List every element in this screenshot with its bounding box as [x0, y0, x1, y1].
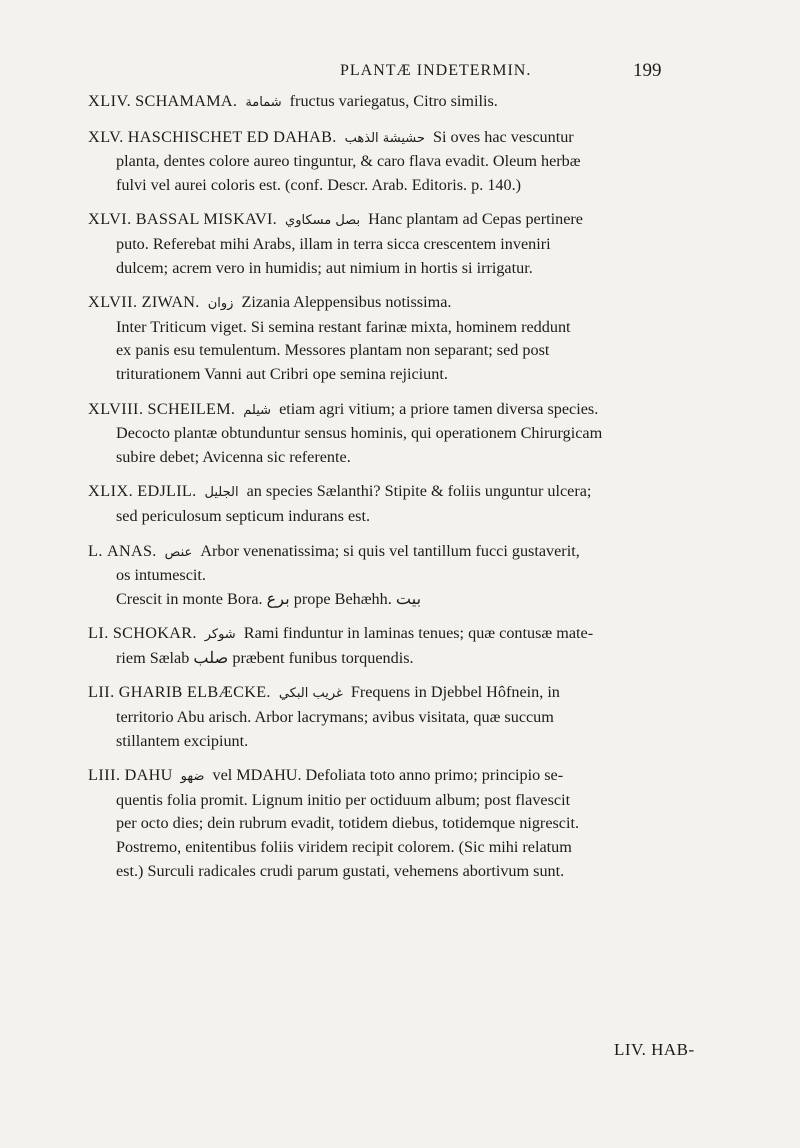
entry-continuation: stillantem excipiunt.: [116, 731, 249, 750]
entry-text: fructus variegatus, Citro similis.: [289, 92, 498, 110]
entry-arabic: الجليل: [204, 485, 239, 501]
entry: [88, 126, 688, 198]
entry: [88, 622, 688, 670]
catchword: LIV. HAB-: [614, 1040, 695, 1059]
entry-continuation: sed periculosum septicum indurans est.: [116, 506, 371, 525]
entry-continuation: fulvi vel aurei coloris est. (conf. Descr. Arab. Editoris. p. 140.): [116, 175, 522, 194]
entry-arabic: حشيشة الذهب: [344, 130, 425, 146]
entry-number: XLVII.: [88, 293, 138, 312]
entry: [88, 90, 688, 115]
entry-headword: SCHOKAR.: [112, 624, 197, 643]
entry-headword: GHARIB ELBÆCKE.: [118, 683, 271, 702]
entry-continuation: triturationem Vanni aut Cribri ope semina rejiciunt.: [116, 364, 448, 383]
entry: [88, 291, 688, 386]
entry-continuation: subire debet; Avicenna sic referente.: [116, 447, 351, 466]
entry-continuation: Postremo, enitentibus foliis viridem recipit colorem. (Sic mihi relatum: [116, 838, 572, 857]
entry-first-line: [88, 208, 688, 233]
entry-number: LIII.: [88, 766, 121, 785]
entry-text: Rami finduntur in laminas tenues; quæ contusæ mate-: [243, 624, 594, 643]
entry: [88, 398, 688, 470]
entry-arabic: شمامة: [245, 95, 282, 110]
entry-headword: EDJLIL.: [137, 482, 197, 501]
entry-headword: SCHAMAMA.: [135, 92, 238, 110]
entry-arabic: شوكر: [204, 627, 236, 643]
entry-text: Zizania Aleppensibus notissima.: [241, 293, 452, 312]
entry-text: vel MDAHU. Defoliata toto anno primo; principio se-: [212, 766, 564, 785]
entry-continuation: territorio Abu arisch. Arbor lacrymans; avibus visitata, quæ succum: [116, 708, 554, 727]
entry-text: Frequens in Djebbel Hôfnein, in: [350, 683, 560, 702]
entry-first-line: [88, 681, 688, 706]
entry-headword: ZIWAN.: [141, 293, 200, 312]
entry: [88, 480, 688, 528]
entry-continuation: per octo dies; dein rubrum evadit, totidem diebus, totidemque nigrescit.: [116, 814, 580, 833]
entry-text: Arbor venenatissima; si quis vel tantillum fucci gustaverit,: [200, 541, 580, 560]
entry-headword: ANAS.: [106, 541, 157, 560]
entry: [88, 208, 688, 280]
entry-number: L.: [88, 541, 103, 560]
entry-text: Hanc plantam ad Cepas pertinere: [368, 210, 583, 229]
entry-headword: HASCHISCHET ED DAHAB.: [127, 127, 337, 146]
entry-first-line: [88, 291, 688, 316]
running-title: PLANTÆ INDETERMIN.: [340, 62, 532, 79]
entry-headword: DAHU: [124, 766, 173, 785]
entry-headword: BASSAL MISKAVI.: [135, 210, 277, 229]
entry-arabic: عنص: [164, 544, 193, 560]
entry-number: XLVIII.: [88, 399, 144, 418]
entry-continuation: quentis folia promit. Lignum initio per octiduum album; post flavescit: [116, 790, 571, 809]
entry-first-line: [88, 90, 688, 115]
entry-continuation: est.) Surculi radicales crudi parum gustati, vehemens abortivum sunt.: [116, 861, 565, 880]
entry-first-line: [88, 764, 688, 789]
page-header: [0, 62, 800, 92]
entry-headword: SCHEILEM.: [147, 399, 236, 418]
entry-first-line: [88, 398, 688, 423]
entry-arabic: زوان: [207, 296, 234, 312]
entry: [88, 540, 688, 612]
entry-continuation: riem Sælab صلب præbent funibus torquendis.: [116, 648, 414, 667]
entry-continuation: os intumescit.: [116, 566, 206, 585]
entry-continuation: puto. Referebat mihi Arabs, illam in terra sicca crescentem inveniri: [116, 234, 551, 253]
entry-continuation: Inter Triticum viget. Si semina restant farinæ mixta, hominem reddunt: [116, 317, 571, 336]
entry-continuation: planta, dentes colore aureo tinguntur, & caro flava evadit. Oleum herbæ: [116, 152, 581, 171]
entry-number: LII.: [88, 683, 115, 702]
page-number: 199: [633, 60, 662, 81]
entry-arabic: بصل مسكاوي: [285, 213, 361, 229]
entry-continuation: dulcem; acrem vero in humidis; aut nimium in hortis si irrigatur.: [116, 258, 533, 277]
entry-number: XLV.: [88, 127, 124, 146]
entry-text: etiam agri vitium; a priore tamen diversa species.: [279, 399, 599, 418]
entry-number: XLIX.: [88, 482, 134, 501]
entry-number: LI.: [88, 624, 109, 643]
entries-list: [88, 90, 688, 894]
entry-text: an species Sælanthi? Stipite & foliis unguntur ulcera;: [246, 482, 592, 501]
entry: [88, 764, 688, 883]
entry-continuation: Decocto plantæ obtunduntur sensus hominis, qui operationem Chirurgicam: [116, 424, 603, 443]
entry-number: XLVI.: [88, 210, 132, 229]
entry-arabic: شيلم: [243, 402, 272, 418]
entry-arabic: ضهو: [180, 769, 205, 785]
entry-first-line: [88, 622, 688, 647]
entry: [88, 681, 688, 753]
entry-first-line: [88, 126, 688, 151]
entry-text: Si oves hac vescuntur: [432, 127, 574, 146]
entry-continuation: Crescit in monte Bora. برع prope Behæhh. بيت: [116, 589, 422, 608]
entry-continuation: ex panis esu temulentum. Messores plantam non separant; sed post: [116, 341, 550, 360]
entry-arabic: غريب البكي: [278, 686, 343, 702]
entry-first-line: [88, 480, 688, 505]
entry-first-line: [88, 540, 688, 565]
entry-number: XLIV.: [88, 92, 132, 110]
